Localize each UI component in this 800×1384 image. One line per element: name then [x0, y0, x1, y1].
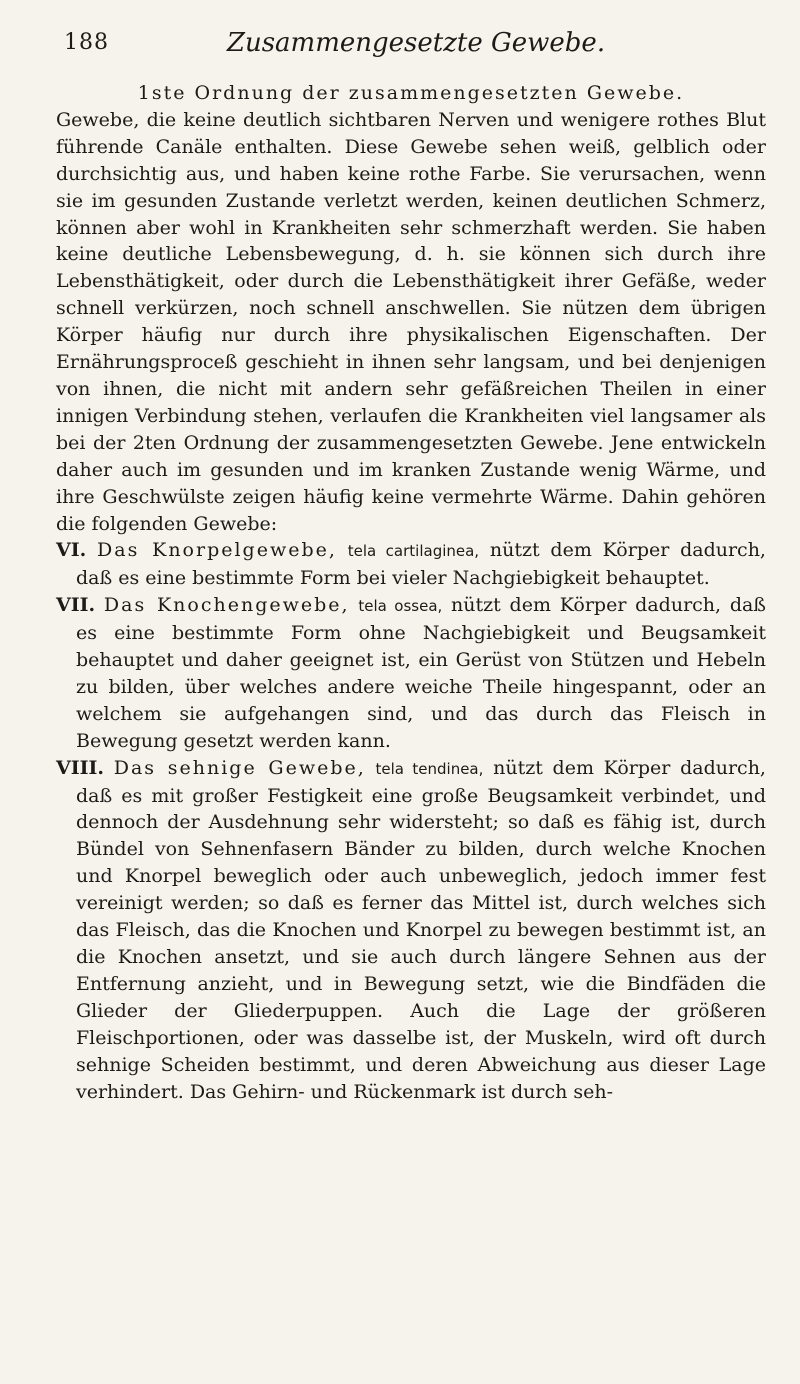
tissue-entry-bone — [56, 592, 766, 754]
tissue-entry-cartilage — [56, 537, 766, 592]
tissue-numeral: VIII. — [56, 756, 105, 779]
page-header — [56, 20, 776, 60]
tissue-latin-name: tela tendinea, — [375, 759, 484, 778]
tissue-latin-name: tela cartilaginea, — [347, 542, 480, 561]
tissue-name: Das Knochengewebe, — [103, 594, 350, 617]
section-intro-paragraph: Gewebe, die keine deutlich sichtbaren Nerven und wenigere rothes Blut führende Canäle enthalten. Diese Gewebe sehen weiß, gelblich oder durchsichtig aus, und haben keine rothe Farbe. Sie verursachen, wenn sie im gesunden Zustande verletzt werden, keinen deutlichen Schmerz, können aber wohl in Krankheiten sehr schmerzhaft werden. Sie haben keine deutliche Lebensbewegung, d. h. sie können sich durch ihre Lebensthätigkeit, oder durch die Lebensthätigkeit ihrer Gefäße, weder schnell verkürzen, noch schnell anschwellen. Sie nützen dem übrigen Körper häufig nur durch ihre physikalischen Eigenschaften. Der Ernährungsproceß geschieht in ihnen sehr langsam, und bei denjenigen von ihnen, die nicht mit andern sehr gefäßreichen Theilen in einer innigen Verbindung stehen, verlaufen die Krankheiten viel langsamer als bei der 2ten Ordnung der zusammengesetzten Gewebe. Jene entwickeln daher auch im gesunden und im kranken Zustande wenig Wärme, und ihre Geschwülste zeigen häufig keine vermehrte Wärme. Dahin gehören die folgenden Gewebe: — [56, 108, 766, 535]
tissue-entry-tendon — [56, 755, 766, 1106]
running-title: Zusammengesetzte Gewebe. — [226, 28, 606, 58]
page-number: 188 — [64, 30, 109, 55]
tissue-description: nützt dem Körper dadurch, daß es mit großer Festigkeit eine große Beugsamkeit verbindet, und dennoch der Ausdehnung sehr widersteht; so daß es fähig ist, durch Bündel von Sehnenfasern Bänder zu bilden, durch welche Knochen und Knorpel beweglich oder auch unbeweglich, jedoch immer fest vereinigt werden; so daß es ferner das Mittel ist, durch welches sich das Fleisch, das die Knochen und Knorpel zu bewegen bestimmt ist, an die Knochen ansetzt, und sie auch durch längere Sehnen aus der Entfernung anzieht, und in Bewegung setzt, wie die Bindfäden die Glieder der Gliederpuppen. Auch die Lage der größeren Fleischportionen, oder was dasselbe ist, der Muskeln, wird oft durch sehnige Scheiden bestimmt, und deren Abweichung aus dieser Lage verhindert. Das Gehirn- und Rückenmark ist durch seh- — [76, 756, 766, 1103]
tissue-description: nützt dem Körper dadurch, daß es eine bestimmte Form ohne Nachgiebigkeit und Beugsamkeit behauptet und daher geeignet ist, ein Gerüst von Stützen und Hebeln zu bilden, über welches andere weiche Theile hingespannt, oder an welchem sie aufgehangen sind, und das durch das Fleisch in Bewegung gesetzt werden kann. — [76, 594, 767, 752]
tissue-numeral: VI. — [56, 539, 87, 562]
tissue-name: Das sehnige Gewebe, — [113, 756, 366, 779]
tissue-description: nützt dem Körper dadurch, daß es eine bestimmte Form bei vieler Nachgiebigkeit behauptet. — [76, 539, 766, 590]
page-body — [56, 80, 766, 1105]
tissue-latin-name: tela ossea, — [358, 597, 443, 616]
tissue-numeral: VII. — [56, 594, 96, 617]
section-title: 1ste Ordnung der zusammengesetzten Gewebe. — [137, 82, 685, 104]
tissue-name: Das Knorpelgewebe, — [97, 539, 337, 562]
